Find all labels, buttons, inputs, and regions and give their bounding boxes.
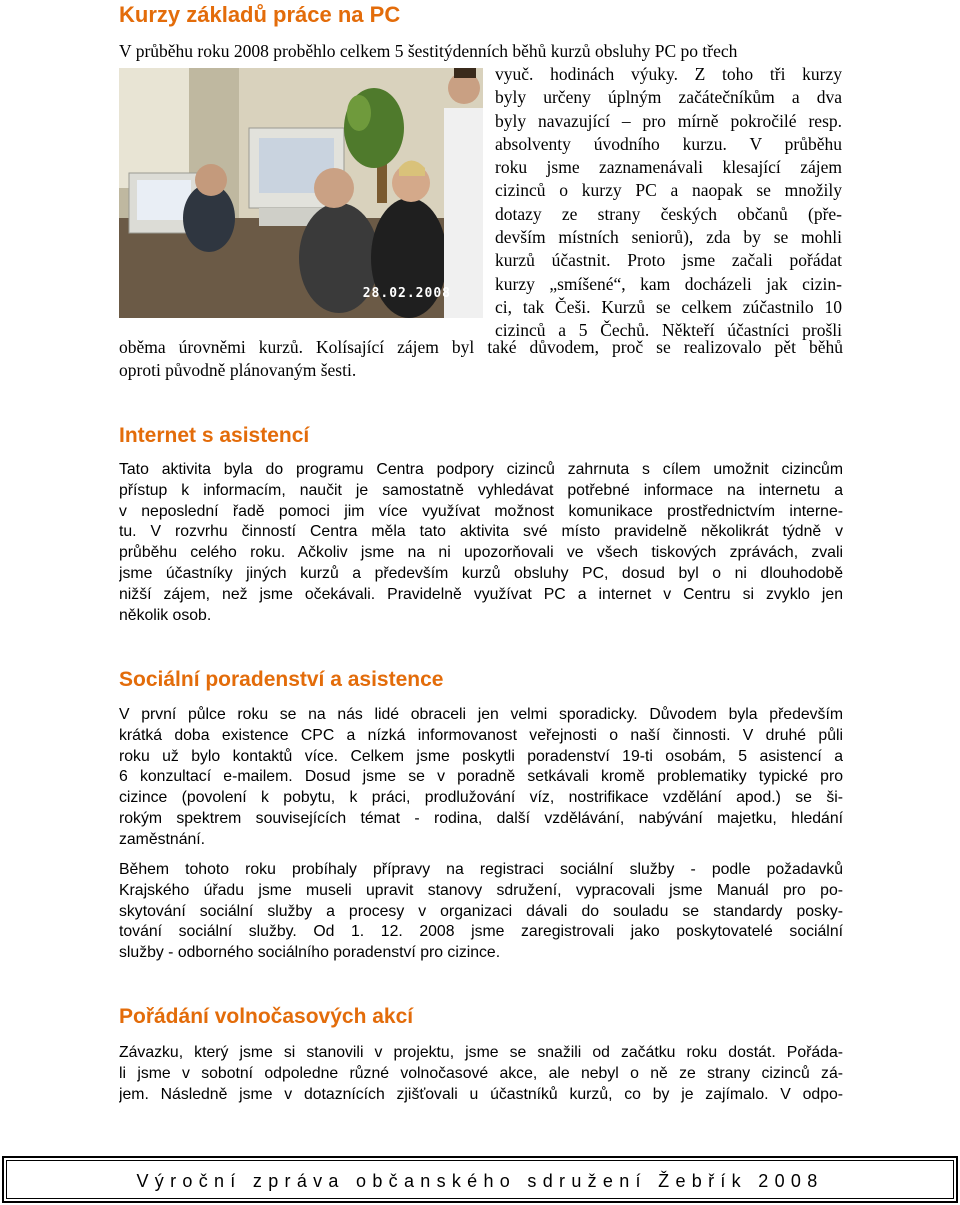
paragraph-social-1	[119, 705, 843, 851]
paragraph-leisure	[119, 1043, 843, 1105]
paragraph-line: V první půlce roku se na nás lidé obraceli jen velmi sporadicky. Důvodem byla především	[119, 706, 843, 723]
paragraph-line: byly navazující – pro mírně pokročilé resp.	[495, 110, 842, 131]
paragraph-internet	[119, 460, 843, 626]
paragraph-line: V průběhu roku 2008 proběhlo celkem 5 šestitýdenních běhů kurzů obsluhy PC po třech	[119, 41, 738, 61]
paragraph-line: roku jsme zaznamenávali klesající zájem	[495, 157, 842, 178]
paragraph-line: přístup k informacím, naučit je samostatně vyhledávat potřebné informace na internetu a	[119, 481, 843, 499]
paragraph-line: v neposlední řadě pomoci jim více využívat možnost komunikace prostřednictvím interne-	[119, 502, 843, 520]
paragraph-wrap-around-photo	[495, 63, 842, 343]
paragraph-line: Závazku, který jsme si stanovili v projektu, jsme se snažili od začátku roku dostát. Pořáda-	[119, 1044, 843, 1061]
paragraph-line: Krajského úřadu jsme museli upravit stanovy sdružení, vypracovali jsme Manuál pro po-	[119, 881, 843, 899]
paragraph-line: zaměstnání.	[119, 830, 206, 848]
paragraph-line: ci, tak Češi. Kurzů se celkem zúčastnilo 10	[495, 296, 842, 317]
paragraph-line: několik osob.	[119, 606, 212, 624]
paragraph-line: nižší zájem, než jsme očekávali. Pravidelně využívat PC a internet v Centru si zvyklo jen	[119, 585, 843, 603]
section-title-leisure-events: Pořádání volnočasových akcí	[119, 1005, 414, 1028]
section-title-internet: Internet s asistencí	[119, 424, 310, 447]
paragraph-line: cizinců o kurzy PC a naopak se množily	[495, 180, 842, 201]
section-title-social-counselling: Sociální poradenství a asistence	[119, 668, 444, 691]
paragraph-line: byly určeny úplným začátečníkům a dva	[495, 87, 842, 108]
paragraph-line: jsme účastníky jiných kurzů a především kurzů obsluhy PC, dosud byl o ni dlouhodobě	[119, 564, 843, 582]
paragraph-social-2	[119, 860, 843, 964]
paragraph-line: krátká doba existence CPC a nízká informovanost veřejnosti o naší činnosti. V druhé půli	[119, 726, 843, 744]
paragraph-line: li jsme v sobotní odpoledne různé volnočasové akce, ale nebyl o ně ze strany cizinců zá-	[119, 1064, 843, 1082]
footer-text: Výroční zpráva občanského sdružení Žebřík 2008	[136, 1171, 824, 1191]
paragraph-tail	[119, 336, 843, 383]
paragraph-line: cizinců a 5 Čechů. Někteří účastníci prošli	[495, 320, 842, 341]
paragraph-line: kurzy „smíšené“, kam docházeli jak cizin-	[495, 273, 842, 294]
course-photo	[119, 68, 483, 318]
paragraph-line: rokým spektrem souvisejících témat - rodina, další vzdělávání, nabývání majetku, hledání	[119, 809, 843, 827]
paragraph-line: průběhu celého roku. Ačkoliv jsme na ni upozorňovali ve všech tiskových zprávách, zvali	[119, 544, 843, 562]
classroom-photo-illustration	[119, 68, 483, 318]
page-footer	[2, 1156, 958, 1203]
paragraph-line: vyuč. hodinách výuky. Z toho tři kurzy	[495, 64, 842, 84]
paragraph-line: jem. Následně jsme v dotaznících zjišťovali u účastníků kurzů, co by je zajímalo. V odpo-	[119, 1085, 843, 1103]
paragraph-line: cizince (povolení k pobytu, k práci, prodlužování víz, nostrifikace vzdělání apod.) se ši-	[119, 789, 843, 807]
paragraph-line: dotazy ze strany českých občanů (pře-	[495, 203, 842, 224]
section-title-pc-courses: Kurzy základů práce na PC	[119, 2, 401, 27]
paragraph-line: oproti původně plánovaným šesti.	[119, 360, 357, 381]
paragraph-line: roku už bylo kontaktů více. Celkem jsme poskytli poradenství 19-ti osobám, 5 asistencí a	[119, 747, 843, 765]
paragraph-line: devším místních seniorů), zda by se mohli	[495, 227, 842, 248]
paragraph-line: absolventy úvodního kurzu. V průběhu	[495, 133, 842, 154]
paragraph-line: služby - odborného sociálního poradenství pro cizince.	[119, 944, 501, 962]
paragraph-line: Tato aktivita byla do programu Centra podpory cizinců zahrnuta s cílem umožnit cizincům	[119, 461, 843, 478]
paragraph-line: 6 konzultací e-mailem. Dosud jsme se v poradně setkávali kromě problematiky typické pro	[119, 768, 843, 786]
paragraph-line: Během tohoto roku probíhaly přípravy na registraci sociální služby - podle požadavků	[119, 861, 843, 878]
photo-date-stamp: 28.02.2008	[362, 286, 451, 301]
paragraph-line: tu. V rozvrhu činností Centra měla tato aktivita své místo pravidelně několikrát týdně v	[119, 523, 843, 541]
paragraph-line: kurzů účastnit. Proto jsme začali pořádat	[495, 250, 842, 271]
paragraph-line: oběma úrovněmi kurzů. Kolísající zájem byl také důvodem, proč se realizovalo pět běhů	[119, 337, 843, 357]
paragraph-line: skytování sociální služby a procesy v organizaci dávali do souladu se standardy posky-	[119, 902, 843, 920]
paragraph-line: tování sociální služby. Od 1. 12. 2008 jsme zaregistrovali jako poskytovatelé sociální	[119, 923, 843, 941]
